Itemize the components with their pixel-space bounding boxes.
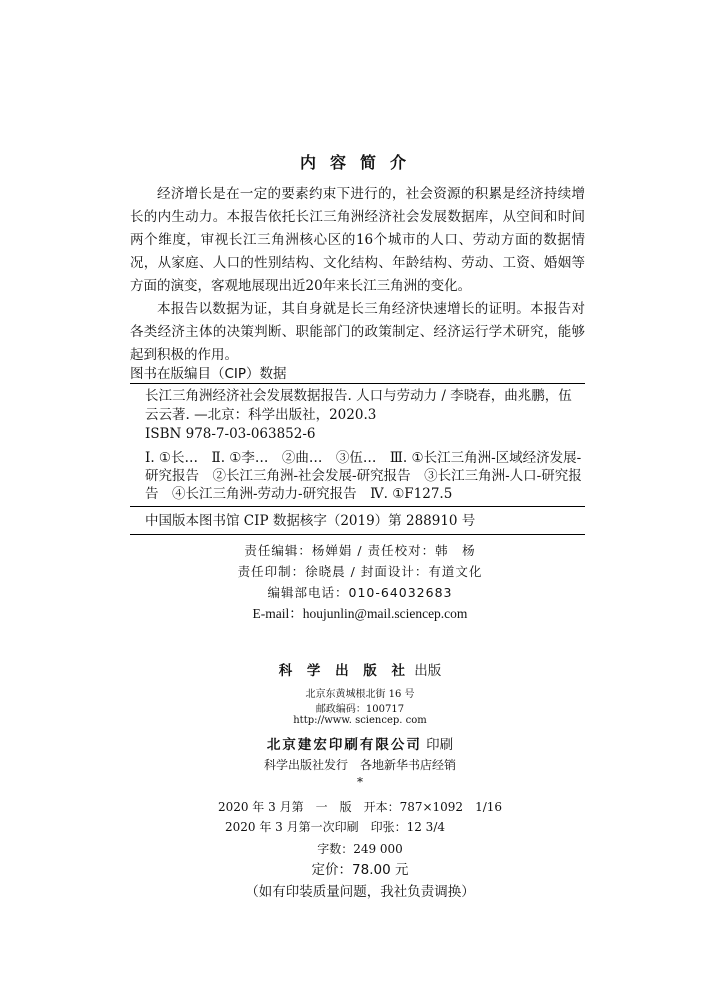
cip-classification: Ⅰ. ①长… Ⅱ. ①李… ②曲… ③伍… Ⅲ. ①长江三角洲-区域经济发展-研究报告 ②长江三角洲-社会发展-研究报告 ③长江三角洲-人口-研究报告 ④长江三角洲-劳动力-研究报告 Ⅳ. ①F127.5: [145, 450, 582, 502]
cip-core-number: 中国版本图书馆 CIP 数据核字（2019）第 288910 号: [145, 513, 476, 529]
intro-title: 内容简介: [299, 153, 420, 172]
intro-paragraph: 本报告以数据为证，其自身就是长三角经济快速增长的证明。本报告对各类经济主体的决策判断、职能部门的政策制定、经济运行学术研究，能够起到积极的作用。: [130, 301, 585, 363]
cip-entry: 长江三角洲经济社会发展数据报告. 人口与劳动力 / 李晓春，曲兆鹏，伍云云著. —北京：科学出版社，2020.3: [145, 388, 572, 423]
publisher-address: 北京东黄城根北街 16 号: [305, 689, 415, 700]
cip-heading: 图书在版编目（CIP）数据: [130, 366, 287, 382]
cip-isbn: ISBN 978-7-03-063852-6: [145, 426, 316, 442]
separator-star: *: [357, 775, 363, 789]
publisher-line: [0, 659, 720, 679]
printer-line: [0, 733, 720, 753]
credit-printing: 责任印制：徐晓晨 / 封面设计：有道文化: [237, 564, 483, 579]
credit-email: E-mail：houjunlin@mail.sciencep.com: [252, 606, 468, 621]
publisher-name: 科 学 出 版 社: [278, 663, 410, 679]
publisher-website: http://www. sciencep. com: [293, 715, 427, 726]
cip-bottom-rule: [130, 534, 585, 535]
printer-name: 北京建宏印刷有限公司: [266, 737, 422, 753]
printer-suffix: 印刷: [426, 737, 454, 753]
cip-mid-rule: [130, 506, 585, 507]
printing-line: 2020 年 3 月第一次印刷 印张：12 3/4: [224, 820, 445, 834]
publisher-postcode: 邮政编码：100717: [315, 704, 405, 715]
price: 定价：78.00 元: [311, 862, 409, 878]
distribution-line: 科学出版社发行 各地新华书店经销: [263, 758, 456, 772]
credit-phone: 编辑部电话：010-64032683: [267, 585, 453, 600]
word-count: 字数：249 000: [317, 842, 403, 856]
intro-paragraph: 经济增长是在一定的要素约束下进行的，社会资源的积累是经济持续增长的内生动力。本报告依托长江三角洲经济社会发展数据库，从空间和时间两个维度，审视长江三角洲核心区的16个城市的人口、劳动方面的数据情况，从家庭、人口的性别结构、文化结构、年龄结构、劳动、工资、婚姻等方面的演变，客观地展现出近20年来长江三角洲的变化。: [130, 186, 585, 294]
quality-notice: （如有印装质量问题，我社负责调换）: [245, 884, 475, 900]
intro-abstract: [130, 183, 585, 367]
publisher-suffix: 出版: [414, 663, 442, 679]
cip-entry-block: [145, 387, 585, 444]
credit-editors: 责任编辑：杨婵娟 / 责任校对：韩 杨: [244, 543, 476, 558]
cip-top-rule: [130, 383, 585, 384]
edition-line: 2020 年 3 月第 一 版 开本：787×1092 1/16: [217, 800, 503, 814]
